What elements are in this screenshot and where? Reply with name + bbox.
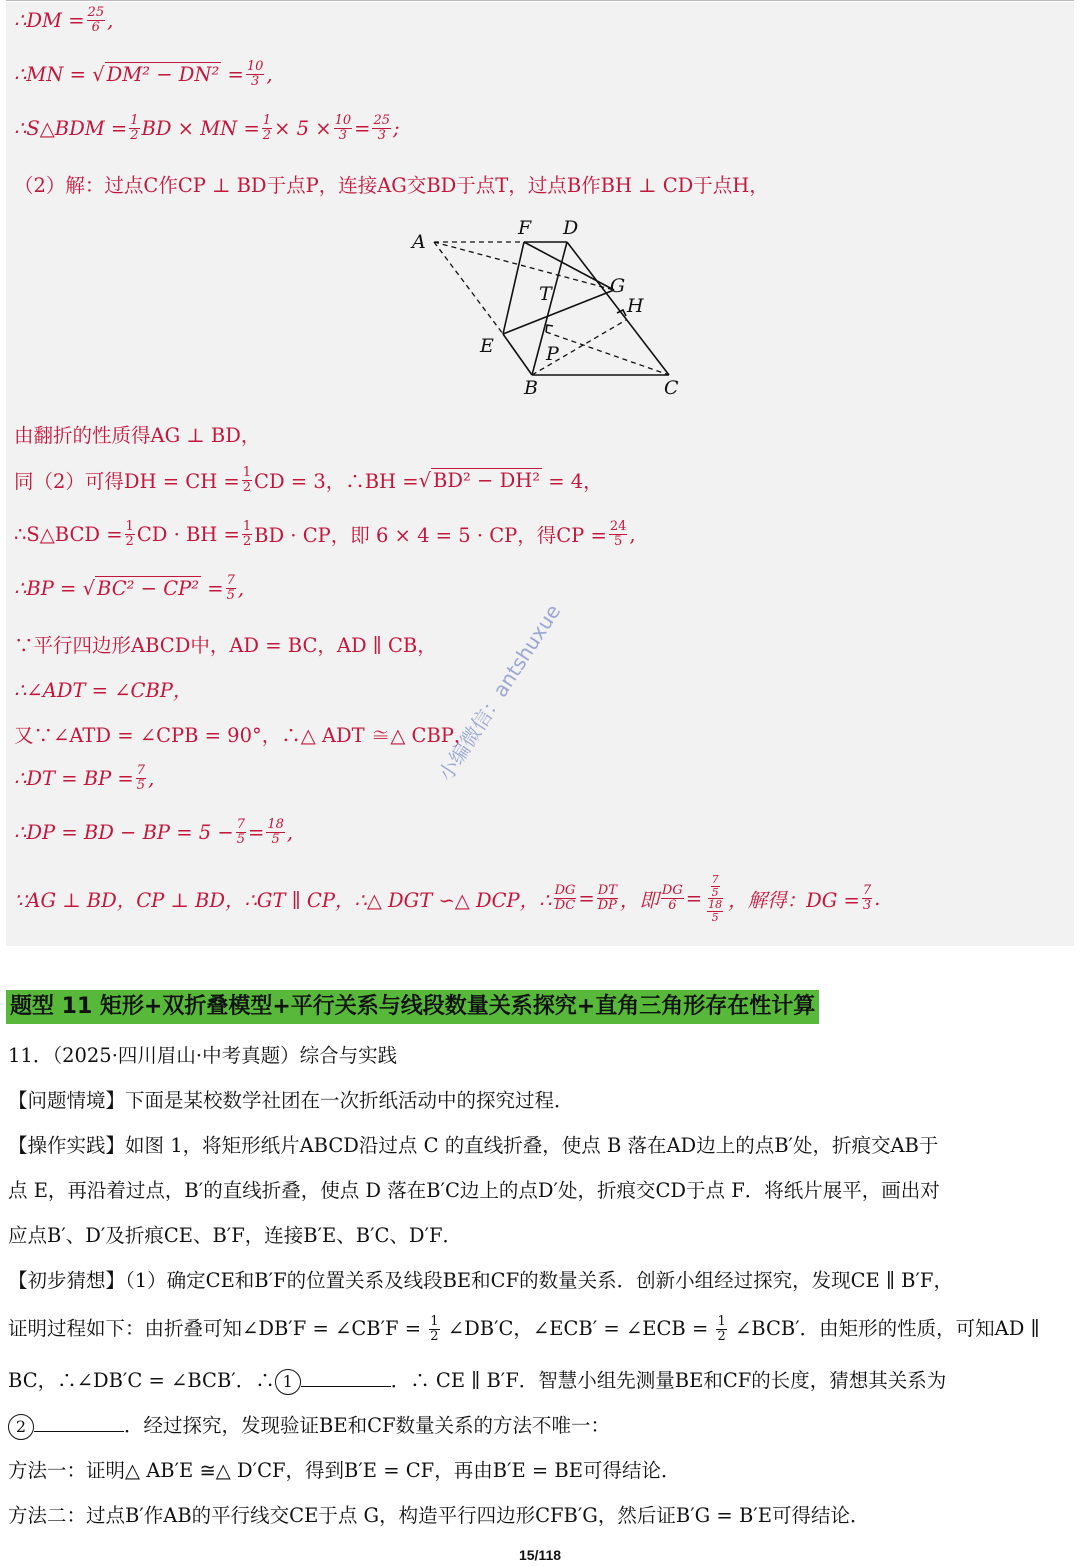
text: ，解得：DG = bbox=[728, 888, 860, 912]
top-rule bbox=[6, 0, 1074, 1]
radical-sign: √ bbox=[82, 576, 96, 600]
denominator: 2 bbox=[430, 1329, 439, 1344]
label-F: F bbox=[518, 217, 532, 239]
fraction bbox=[716, 1315, 726, 1343]
fraction bbox=[136, 764, 146, 792]
numerator: 1 bbox=[430, 1314, 439, 1330]
text: = bbox=[354, 116, 371, 140]
denominator: 5 bbox=[136, 777, 146, 793]
text: = 4， bbox=[548, 470, 603, 494]
sqrt bbox=[83, 576, 201, 600]
text: . bbox=[874, 887, 881, 911]
denominator: DP bbox=[597, 898, 617, 914]
segment-EF bbox=[503, 242, 524, 334]
fraction bbox=[87, 6, 106, 34]
answer-blank-2[interactable] bbox=[34, 1413, 124, 1432]
text: = bbox=[227, 62, 244, 86]
text: ，即 bbox=[619, 888, 659, 912]
radicand: BD² − DH² bbox=[433, 469, 541, 493]
sqrt bbox=[92, 62, 221, 86]
solution-line-13 bbox=[14, 818, 293, 846]
solution-line-1 bbox=[14, 6, 113, 34]
numerator: 1 bbox=[130, 113, 139, 128]
denominator: 5 bbox=[226, 587, 235, 603]
denominator: 5 bbox=[271, 831, 280, 847]
denominator: DC bbox=[554, 898, 576, 914]
fraction bbox=[246, 60, 265, 88]
label-H: H bbox=[627, 295, 644, 317]
circled-number-2: 2 bbox=[8, 1414, 34, 1440]
text: ∴DT = BP = bbox=[14, 766, 134, 790]
text: ∴DM = bbox=[14, 8, 85, 32]
text: = bbox=[685, 887, 703, 911]
denominator: 6 bbox=[668, 898, 677, 914]
text: ∴S△BCD = bbox=[14, 522, 123, 546]
numerator: 25 bbox=[87, 5, 105, 20]
solution-line-11: 又∵∠ATD = ∠CPB = 90°，∴△ ADT ≅△ CBP， bbox=[14, 724, 474, 747]
fraction bbox=[372, 114, 391, 142]
fraction bbox=[226, 574, 236, 602]
text: , bbox=[266, 62, 273, 86]
numerator: DT bbox=[597, 883, 617, 899]
solution-line-8 bbox=[14, 574, 244, 602]
solution-line-12 bbox=[14, 764, 154, 792]
radicand: DM² − DN² bbox=[106, 63, 220, 87]
numerator: 10 bbox=[334, 113, 352, 128]
fraction bbox=[711, 874, 720, 898]
text: 证明过程如下：由折叠可知∠DB′F = ∠CB′F = bbox=[8, 1317, 422, 1340]
text: = bbox=[248, 820, 265, 844]
circled-number-1: 1 bbox=[275, 1369, 301, 1395]
watermark: 小编微信：antshuxue bbox=[433, 599, 566, 786]
problem-line-10: 方法一：证明△ AB′E ≅△ D′CF，得到B′E = CF，再由B′E = BE可得结论． bbox=[8, 1459, 681, 1482]
denominator: 5 bbox=[711, 885, 719, 899]
problem-line-2: 【问题情境】下面是某校数学社团在一次折纸活动中的探究过程． bbox=[8, 1089, 574, 1112]
text: BC，∴∠DB′C = ∠BCB′．∴ bbox=[8, 1369, 275, 1392]
radical-sign: √ bbox=[92, 62, 105, 86]
text: , bbox=[148, 766, 155, 790]
sqrt bbox=[419, 468, 542, 492]
problem-line-3: 【操作实践】如图 1，将矩形纸片ABCD沿过点 C 的直线折叠，使点 B 落在AD边上的点B′处，折痕交AB于 bbox=[8, 1134, 939, 1157]
text: BD × MN = bbox=[141, 116, 260, 140]
denominator: 3 bbox=[250, 73, 260, 89]
solution-line-9: ∵平行四边形ABCD中，AD = BC，AD ∥ CB， bbox=[14, 634, 437, 657]
segment-FG bbox=[524, 242, 614, 290]
text: , bbox=[286, 820, 294, 844]
solution-line-3 bbox=[14, 114, 400, 142]
text: 同（2）可得DH = CH = bbox=[14, 470, 240, 494]
text: × 5 × bbox=[274, 116, 332, 140]
label-E: E bbox=[480, 335, 494, 357]
solution-line-5: 由翻折的性质得AG ⊥ BD， bbox=[14, 424, 261, 447]
denominator: 3 bbox=[338, 127, 347, 143]
numerator: 1 bbox=[262, 113, 272, 128]
problem-line-1: 11．（2025·四川眉山·中考真题）综合与实践 bbox=[8, 1044, 398, 1067]
label-B: B bbox=[524, 377, 538, 399]
right-angle-mark-P bbox=[546, 325, 553, 332]
fraction bbox=[597, 884, 618, 912]
denominator: 3 bbox=[377, 127, 386, 143]
radicand: BC² − CP² bbox=[97, 577, 200, 601]
problem-line-11: 方法二：过点B′作AB的平行线交CE于点 G，构造平行四边形CFB′G，然后证B′G = B′E可得结论． bbox=[8, 1504, 870, 1527]
problem-line-5: 应点B′、D′及折痕CE、B′F，连接B′E、B′C、D′F． bbox=[8, 1224, 463, 1247]
label-G: G bbox=[610, 275, 626, 297]
problem-line-9 bbox=[8, 1411, 1074, 1441]
fraction bbox=[129, 114, 139, 142]
text: BD · CP，即 6 × 4 = 5 · CP，得CP = bbox=[254, 524, 607, 548]
text: , bbox=[107, 8, 114, 32]
text: ; bbox=[393, 116, 400, 140]
denominator: 2 bbox=[717, 1329, 726, 1344]
denominator: 6 bbox=[91, 19, 100, 35]
fraction bbox=[334, 114, 353, 142]
segment-EB bbox=[503, 334, 532, 375]
numerator: 7 bbox=[226, 573, 235, 588]
solution-line-7 bbox=[14, 520, 636, 548]
fraction bbox=[125, 520, 135, 548]
text: CD = 3，∴BH = bbox=[254, 470, 419, 494]
text: ∴MN = bbox=[14, 62, 86, 86]
text: ．经过探究，发现验证BE和CF数量关系的方法不唯一： bbox=[124, 1414, 611, 1437]
numerator: 18 bbox=[267, 817, 284, 832]
text: , bbox=[629, 522, 636, 546]
page-number: 15/118 bbox=[518, 1547, 562, 1563]
denominator: 2 bbox=[242, 533, 252, 549]
fraction bbox=[707, 899, 723, 923]
numerator: 7 bbox=[236, 817, 246, 832]
numerator: 1 bbox=[717, 1314, 726, 1330]
label-D: D bbox=[563, 217, 579, 239]
numerator: 7 bbox=[862, 883, 872, 899]
text: ∴DP = BD − BP = 5 − bbox=[14, 820, 234, 844]
label-P: P bbox=[546, 343, 559, 365]
fraction bbox=[661, 884, 684, 912]
numerator: 10 bbox=[246, 59, 264, 74]
text: , bbox=[237, 576, 245, 600]
text: = bbox=[207, 576, 224, 600]
numerator: 1 bbox=[125, 519, 134, 534]
numerator: 25 bbox=[373, 113, 390, 128]
geometry-diagram bbox=[406, 212, 696, 402]
solution-line-14 bbox=[14, 874, 880, 923]
denominator: 2 bbox=[130, 127, 139, 143]
numerator: 7 bbox=[711, 873, 719, 886]
text: ∠DB′C，∠ECB′ = ∠ECB = bbox=[447, 1317, 709, 1340]
numerator: 7 bbox=[136, 763, 146, 778]
numerator: 24 bbox=[609, 519, 627, 534]
segment-AG bbox=[434, 242, 614, 290]
numerator: 1 bbox=[242, 465, 252, 480]
label-T: T bbox=[539, 283, 552, 305]
fraction bbox=[236, 818, 246, 846]
solution-line-10: ∴∠ADT = ∠CBP， bbox=[14, 679, 193, 702]
solution-line-6 bbox=[14, 466, 603, 494]
text: ∵AG ⊥ BD，CP ⊥ BD，∴GT ∥ CP，∴△ DGT ∽△ DCP，∴ bbox=[14, 888, 552, 912]
numerator: 1 bbox=[242, 519, 252, 534]
fraction bbox=[242, 520, 252, 548]
denominator: 5 bbox=[711, 910, 719, 924]
segment-EG bbox=[503, 290, 614, 334]
text: ∠BCB′．由矩形的性质，可知AD ∥ bbox=[734, 1317, 1040, 1340]
denominator: 5 bbox=[613, 533, 623, 549]
fraction bbox=[609, 520, 628, 548]
solution-line-2 bbox=[14, 60, 273, 88]
problem-line-7 bbox=[8, 1314, 1074, 1344]
text: ∴BP = bbox=[14, 576, 77, 600]
text: ．∴ CE ∥ B′F．智慧小组先测量BE和CF的长度，猜想其关系为 bbox=[390, 1369, 947, 1392]
fraction bbox=[429, 1315, 439, 1343]
numerator: DG bbox=[554, 883, 576, 899]
fraction bbox=[862, 884, 872, 912]
solution-line-4: （2）解：过点C作CP ⊥ BD于点P，连接AG交BD于点T，过点B作BH ⊥ CD于点H， bbox=[14, 174, 769, 197]
denominator: 3 bbox=[862, 898, 872, 914]
fraction bbox=[266, 818, 285, 846]
denominator: 2 bbox=[242, 479, 252, 495]
section-heading: 题型 11 矩形+双折叠模型+平行关系与线段数量关系探究+直角三角形存在性计算 bbox=[6, 990, 819, 1024]
denominator: 2 bbox=[125, 533, 134, 549]
label-A: A bbox=[412, 231, 426, 253]
numerator: 18 bbox=[708, 898, 723, 912]
segment-AE bbox=[434, 242, 503, 334]
denominator: 5 bbox=[236, 831, 246, 847]
text: = bbox=[578, 887, 595, 911]
label-C: C bbox=[664, 377, 679, 399]
problem-line-8 bbox=[8, 1366, 1074, 1396]
segment-DC bbox=[567, 242, 669, 375]
fraction bbox=[554, 884, 577, 912]
solution-block bbox=[6, 2, 1074, 946]
fraction bbox=[242, 466, 252, 494]
text: ∴S△BDM = bbox=[14, 116, 128, 140]
segment-PC bbox=[546, 332, 669, 375]
compound-fraction bbox=[704, 874, 726, 923]
answer-blank-1[interactable] bbox=[301, 1368, 391, 1387]
problem-line-6: 【初步猜想】（1）确定CE和B′F的位置关系及线段BE和CF的数量关系．创新小组经过探究，发现CE ∥ B′F， bbox=[8, 1269, 953, 1292]
fraction bbox=[262, 114, 272, 142]
problem-line-4: 点 E，再沿着过点，B′的直线折叠，使点 D 落在B′C边上的点D′处，折痕交CD于点 F．将纸片展平，画出对 bbox=[8, 1179, 940, 1202]
numerator: DG bbox=[661, 883, 683, 899]
denominator: 2 bbox=[262, 127, 272, 143]
text: CD · BH = bbox=[136, 522, 240, 546]
radical-sign: √ bbox=[418, 468, 432, 492]
